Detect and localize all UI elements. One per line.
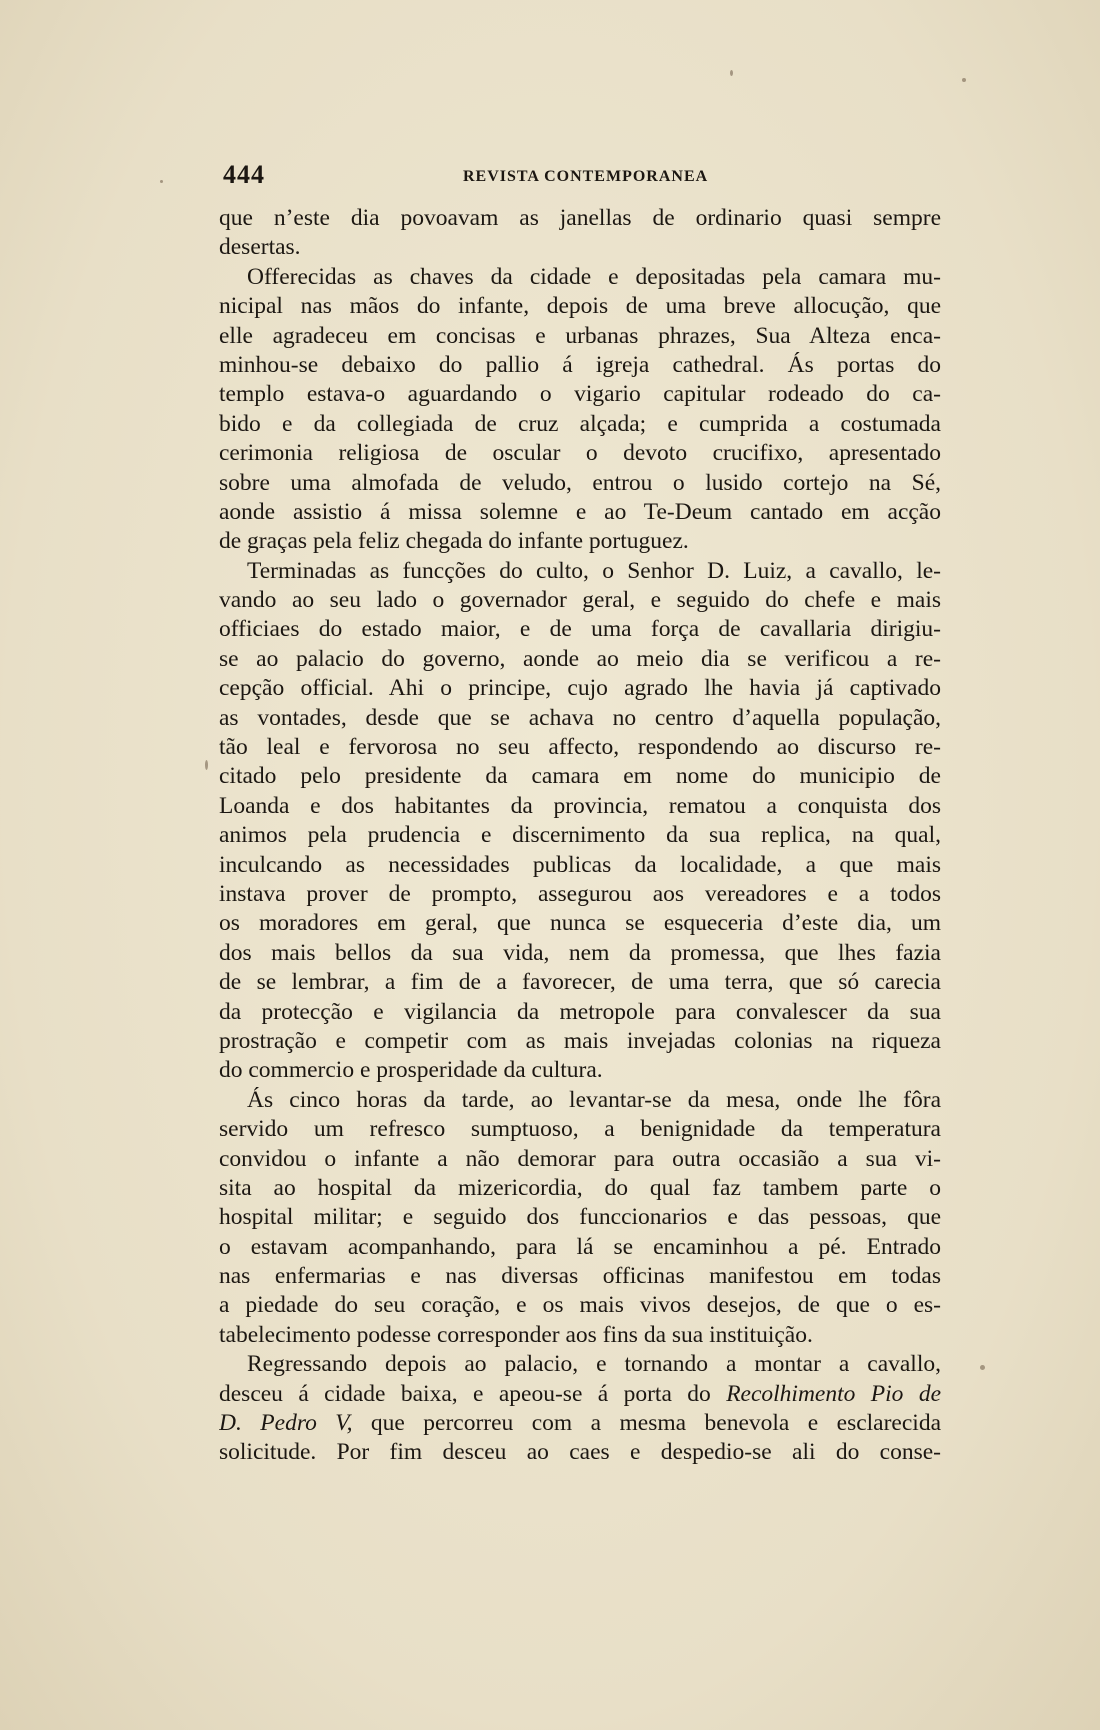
italic-title: D. Pedro V, [219, 1410, 353, 1437]
text-line: Regressando depois ao palacio, e tornando a montar a cavallo, [247, 1351, 941, 1378]
text-line: os moradores em geral, que nunca se esqueceria d’este dia, um [219, 910, 941, 937]
text-line: as vontades, desde que se achava no centro d’aquella população, [219, 704, 941, 731]
text-line: officiaes do estado maior, e de uma força de cavallaria dirigiu- [219, 616, 941, 643]
text-line: que n’este dia povoavam as janellas de ordinario quasi sempre [219, 205, 941, 231]
text-line: prostração e competir com as mais invejadas colonias na riqueza [219, 1027, 941, 1054]
text-line: convidou o infante a não demorar para outra occasião a sua vi- [219, 1145, 941, 1172]
text-line: da protecção e vigilancia da metropole para convalescer da sua [219, 998, 941, 1025]
text-line: citado pelo presidente da camara em nome do municipio de [219, 763, 941, 790]
text-segment: desceu á cidade baixa, e apeou-se á porta do [219, 1380, 711, 1407]
paper-speck [160, 180, 163, 183]
page-number: 444 [223, 160, 265, 189]
text-line: se ao palacio do governo, aonde ao meio dia se verificou a re- [219, 645, 941, 672]
text-line: bido e da collegiada de cruz alçada; e cumprida a costumada [219, 410, 941, 437]
paper-speck [730, 70, 733, 76]
text-line: Ás cinco horas da tarde, ao levantar-se da mesa, onde lhe fôra [247, 1086, 941, 1113]
text-line-mixed [219, 1409, 941, 1438]
text-line: o estavam acompanhando, para lá se encaminhou a pé. Entrado [219, 1233, 941, 1260]
text-line: dos mais bellos da sua vida, nem da promessa, que lhes fazia [219, 939, 941, 966]
text-line: cepção official. Ahi o principe, cujo agrado lhe havia já captivado [219, 675, 941, 702]
text-line: aonde assistio á missa solemne e ao Te-Deum cantado em acção [219, 498, 941, 525]
paper-speck [205, 760, 208, 770]
text-line: sobre uma almofada de veludo, entrou o lusido cortejo na Sé, [219, 469, 941, 496]
text-line: templo estava-o aguardando o vigario capitular rodeado do ca- [219, 381, 941, 408]
text-line: Offerecidas as chaves da cidade e depositadas pela camara mu- [247, 263, 941, 290]
text-line: animos pela prudencia e discernimento da sua replica, na qual, [219, 822, 941, 849]
text-line-mixed [219, 1380, 941, 1409]
text-line: sita ao hospital da mizericordia, do qual faz tambem parte o [219, 1174, 941, 1201]
text-line: de graças pela feliz chegada do infante portuguez. [219, 528, 689, 555]
text-line: hospital militar; e seguido dos funccionarios e das pessoas, que [219, 1204, 941, 1231]
page-header [223, 160, 945, 194]
text-line: solicitude. Por fim desceu ao caes e despedio-se ali do conse- [219, 1439, 941, 1466]
text-line: desertas. [219, 234, 301, 261]
text-line: elle agradeceu em concisas e urbanas phrazes, Sua Alteza enca- [219, 322, 941, 349]
text-line: cerimonia religiosa de oscular o devoto crucifixo, apresentado [219, 440, 941, 467]
paper-speck [962, 78, 966, 82]
text-line: Loanda e dos habitantes da provincia, rematou a conquista dos [219, 792, 941, 819]
text-line: vando ao seu lado o governador geral, e seguido do chefe e mais [219, 587, 941, 614]
text-line: servido um refresco sumptuoso, a benignidade da temperatura [219, 1116, 941, 1143]
text-line: tão leal e fervorosa no seu affecto, respondendo ao discurso re- [219, 734, 941, 761]
text-line: inculcando as necessidades publicas da localidade, a que mais [219, 851, 941, 878]
text-line: nicipal nas mãos do infante, depois de uma breve allocução, que [219, 293, 941, 320]
text-line: Terminadas as funcções do culto, o Senhor D. Luiz, a cavallo, le- [247, 557, 941, 584]
text-line: instava prover de prompto, assegurou aos vereadores e a todos [219, 880, 941, 907]
text-line: do commercio e prosperidade da cultura. [219, 1057, 603, 1084]
text-line: minhou-se debaixo do pallio á igreja cathedral. Ás portas do [219, 351, 941, 378]
running-title: REVISTA CONTEMPORANEA [463, 168, 709, 185]
paper-speck [980, 1365, 985, 1370]
text-line: tabelecimento podesse corresponder aos fins da sua instituição. [219, 1321, 813, 1348]
text-line: nas enfermarias e nas diversas officinas manifestou em todas [219, 1263, 941, 1290]
italic-title: Recolhimento Pio de [726, 1380, 941, 1407]
body-text [219, 204, 941, 1468]
text-segment: que percorreu com a mesma benevola e esclarecida [370, 1410, 941, 1437]
text-line: a piedade do seu coração, e os mais vivos desejos, de que o es- [219, 1292, 941, 1319]
text-line: de se lembrar, a fim de a favorecer, de uma terra, que só carecia [219, 969, 941, 996]
